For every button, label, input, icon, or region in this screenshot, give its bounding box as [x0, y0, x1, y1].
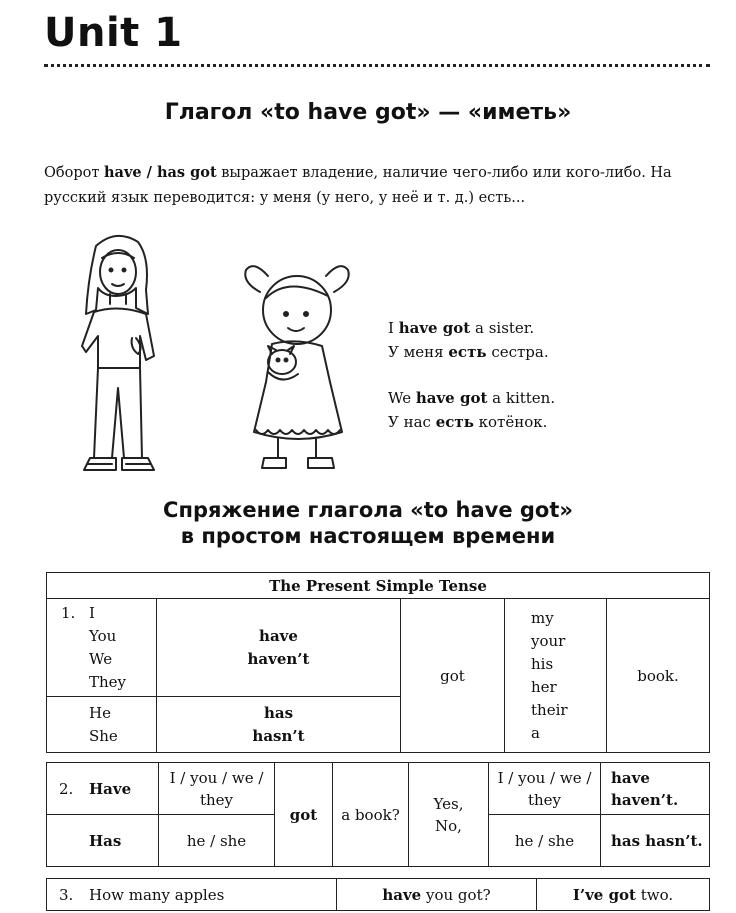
- how-many-table: [46, 878, 710, 911]
- verb-have: have haven’t: [157, 599, 401, 697]
- example-ru-1: У меня есть сестра.: [388, 343, 549, 361]
- intro-paragraph: Оборот have / has got выражает владение, наличие чего-либо или кого-либо. На русский язык переводится: у меня (у него, у неё и т. д.) есть...: [44, 164, 672, 206]
- example-en-2: We have got a kitten.: [388, 389, 556, 407]
- section-title-verb: Глагол «to have got» — «иметь»: [164, 100, 572, 125]
- got-cell: got: [401, 599, 505, 753]
- has-question-cell: Has: [47, 815, 159, 867]
- pronouns-singular: He She: [47, 697, 157, 753]
- girl-illustration: [238, 262, 358, 474]
- object-cell: a book?: [333, 763, 409, 867]
- pronouns-plural: 1. I You We They: [47, 599, 157, 697]
- dotted-divider: [44, 64, 710, 67]
- present-simple-table: [46, 572, 710, 753]
- pronouns-singular-a: he / she: [489, 815, 601, 867]
- pronouns-plural-q: I / you / we / they: [159, 763, 275, 815]
- possessives: my your his her their a: [505, 599, 607, 753]
- pronouns-plural-a: I / you / we / they: [489, 763, 601, 815]
- example-en-1: I have got a sister.: [388, 319, 535, 337]
- short-answer-have: have haven’t.: [601, 763, 710, 815]
- table-header: The Present Simple Tense: [47, 573, 710, 599]
- have-you-got: have you got?: [337, 879, 537, 911]
- woman-illustration: [66, 228, 176, 478]
- example-sentences: [388, 316, 555, 434]
- got-cell-q: got: [275, 763, 333, 867]
- section-title-conjugation: Спряжение глагола «to have got» в простом настоящем времени: [163, 498, 573, 548]
- unit-title: Unit 1: [44, 10, 183, 56]
- pronouns-singular-q: he / she: [159, 815, 275, 867]
- answer-cell: Yes, No,: [409, 763, 489, 867]
- how-many-question: 3. How many apples: [47, 879, 337, 911]
- have-question-cell: 2. Have: [47, 763, 159, 815]
- question-table: [46, 762, 710, 867]
- ive-got-two: I’ve got two.: [537, 879, 710, 911]
- verb-has: has hasn’t: [157, 697, 401, 753]
- noun-book: book.: [607, 599, 710, 753]
- short-answer-has: has hasn’t.: [601, 815, 710, 867]
- example-ru-2: У нас есть котёнок.: [388, 413, 548, 431]
